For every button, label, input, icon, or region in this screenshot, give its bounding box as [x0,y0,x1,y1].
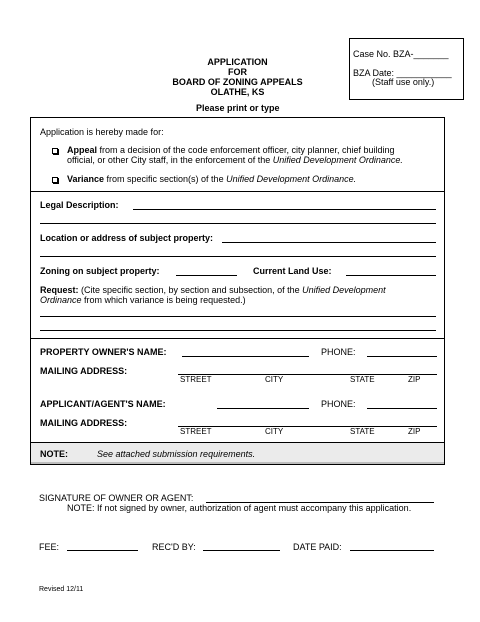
note-row [31,442,444,464]
agent-mailing-label: MAILING ADDRESS: [40,418,128,428]
request-instructions-2 [40,295,246,305]
owner-street-caption: STREET [180,375,212,384]
request-label: Request: [40,285,79,295]
legal-description-field[interactable] [133,209,436,210]
zoning-label: Zoning on subject property: [40,266,160,276]
owner-zip-caption: ZIP [408,375,421,384]
owner-name-label: PROPERTY OWNER'S NAME: [40,347,167,357]
request-ordinance-1: Unified Development [302,285,386,295]
agent-mailing-field[interactable] [178,426,437,427]
owner-phone-label: PHONE: [321,347,356,357]
owner-mailing-field[interactable] [178,374,437,375]
variance-ordinance: Unified Development Ordinance. [226,174,357,184]
form-title [150,57,325,97]
date-paid-field[interactable] [350,550,434,551]
appeal-description [67,145,439,155]
recd-by-label: REC'D BY: [152,542,196,552]
request-text-1: (Cite specific section, by section and subsection, of the [78,285,303,295]
section-divider-1 [31,191,444,192]
legal-description-label: Legal Description: [40,200,119,210]
recd-by-field[interactable] [203,550,280,551]
appeal-checkbox[interactable] [52,148,58,154]
variance-label: Variance [67,174,105,184]
owner-state-caption: STATE [350,375,375,384]
variance-description [67,174,356,184]
appeal-label: Appeal [67,145,98,155]
date-paid-label: DATE PAID: [293,542,342,552]
section-divider-2 [31,338,444,339]
application-intro: Application is hereby made for: [40,127,164,137]
title-line-for: FOR [228,67,247,77]
request-field-2[interactable] [40,330,436,331]
agent-phone-field[interactable] [367,408,437,409]
appeal-text-1: from a decision of the code enforcement officer, city planner, chief building [97,145,395,155]
current-land-use-field[interactable] [346,275,436,276]
location-field-2[interactable] [40,256,436,257]
case-number-label: Case No. BZA-_______ [353,49,449,59]
appeal-description-2 [67,155,439,165]
revision-date: Revised 12/11 [39,586,84,593]
owner-mailing-label: MAILING ADDRESS: [40,366,128,376]
location-field[interactable] [222,242,436,243]
zoning-field[interactable] [176,275,237,276]
agent-name-field[interactable] [217,408,309,409]
owner-phone-field[interactable] [367,356,437,357]
request-field-1[interactable] [40,316,436,317]
location-label: Location or address of subject property: [40,233,214,243]
request-ordinance-2: Ordinance [40,295,82,305]
request-text-2: from which variance is being requested.) [81,295,246,305]
fee-label: FEE: [39,542,60,552]
title-line-application: APPLICATION [207,57,268,67]
agent-name-label: APPLICANT/AGENT'S NAME: [40,399,166,409]
agent-phone-label: PHONE: [321,399,356,409]
agent-street-caption: STREET [180,427,212,436]
variance-checkbox[interactable] [52,177,58,183]
signature-note: NOTE: If not signed by owner, authorization of agent must accompany this application. [67,503,412,513]
appeal-text-2: official, or other City staff, in the enforcement of the [67,155,273,165]
title-line-board: BOARD OF ZONING APPEALS [172,77,303,87]
bza-date-label: BZA Date: ___________ [353,68,452,78]
legal-description-field-2[interactable] [40,223,436,224]
owner-city-caption: CITY [265,375,284,384]
variance-text: from specific section(s) of the [104,174,227,184]
current-land-use-label: Current Land Use: [253,266,332,276]
request-instructions [40,285,438,295]
fee-field[interactable] [67,550,138,551]
print-instruction: Please print or type [196,103,280,113]
agent-city-caption: CITY [265,427,284,436]
agent-zip-caption: ZIP [408,427,421,436]
appeal-text-ordinance: Unified Development Ordinance. [272,155,403,165]
staff-use-box [349,38,464,100]
signature-label: SIGNATURE OF OWNER OR AGENT: [39,493,194,503]
agent-state-caption: STATE [350,427,375,436]
application-form-box [30,117,445,465]
staff-only-note: (Staff use only.) [372,77,435,87]
note-text: See attached submission requirements. [97,449,256,459]
note-label: NOTE: [40,449,68,459]
owner-name-field[interactable] [182,356,309,357]
title-line-city: OLATHE, KS [210,87,265,97]
